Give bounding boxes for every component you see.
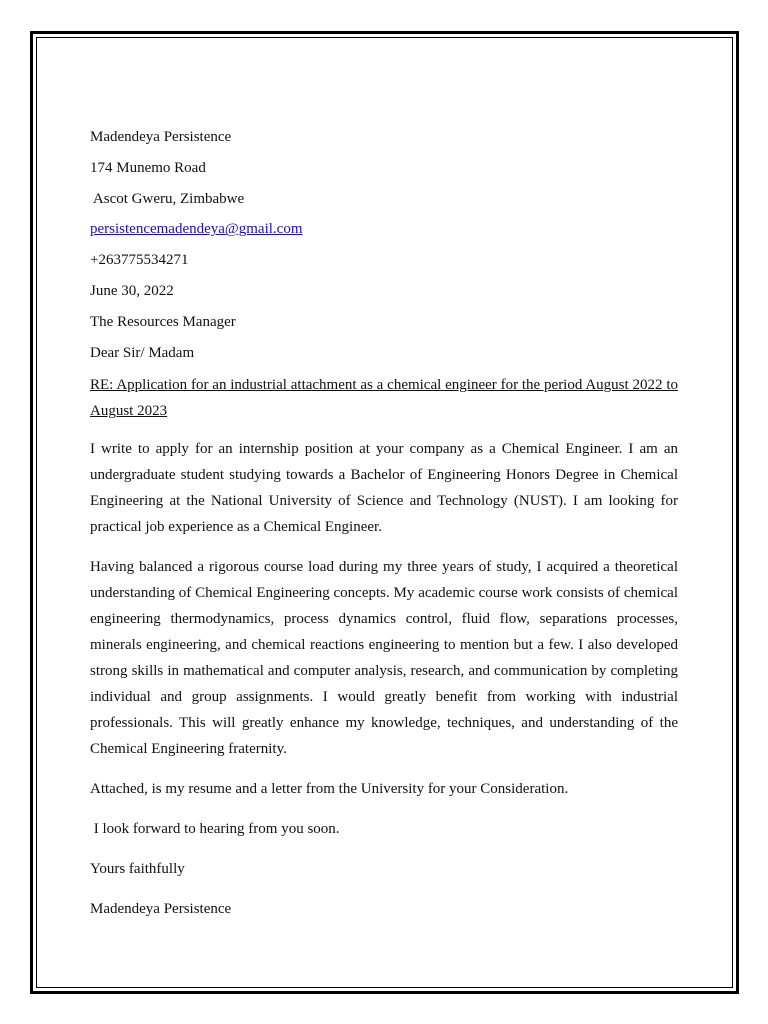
salutation: Dear Sir/ Madam bbox=[90, 344, 195, 361]
subject-line: RE: Application for an industrial attachment as a chemical engineer for the period August 2022 to August 2023 bbox=[90, 377, 678, 420]
body-paragraph-4: I look forward to hearing from you soon. bbox=[90, 821, 340, 838]
letter-content bbox=[90, 122, 678, 922]
sender-address-line1: 174 Munemo Road bbox=[90, 159, 206, 176]
sender-email-link[interactable]: persistencemadendeya@gmail.com bbox=[90, 221, 303, 238]
letter-date: June 30, 2022 bbox=[90, 282, 174, 299]
sender-name: Madendeya Persistence bbox=[90, 129, 232, 145]
body-paragraph-1: I write to apply for an internship position at your company as a Chemical Engineer. I am an undergraduate student studying towards a Bachelor of Engineering Honors Degree in Chemical Engineering at the National University of Science and Technology (NUST). I am looking for practical job experience as a Chemical Engineer. bbox=[90, 441, 678, 536]
body-paragraph-2: Having balanced a rigorous course load during my three years of study, I acquired a theoretical understanding of Chemical Engineering concepts. My academic course work consists of chemical engineering thermodynamics, process dynamics control, fluid flow, separations processes, minerals engineering, and chemical reactions engineering to mention but a few. I also developed strong skills in mathematical and computer analysis, research, and communication by completing individual and group assignments. I would greatly benefit from working with industrial professionals. This will greatly enhance my knowledge, techniques, and understanding of the Chemical Engineering fraternity. bbox=[90, 559, 678, 758]
sender-phone: +263775534271 bbox=[90, 252, 189, 269]
signature: Madendeya Persistence bbox=[90, 901, 232, 918]
closing: Yours faithfully bbox=[90, 861, 185, 878]
body-paragraph-3: Attached, is my resume and a letter from the University for your Consideration. bbox=[90, 781, 569, 798]
recipient: The Resources Manager bbox=[90, 313, 236, 330]
sender-address-line2: Ascot Gweru, Zimbabwe bbox=[90, 190, 245, 207]
sender-email-row bbox=[90, 214, 678, 245]
